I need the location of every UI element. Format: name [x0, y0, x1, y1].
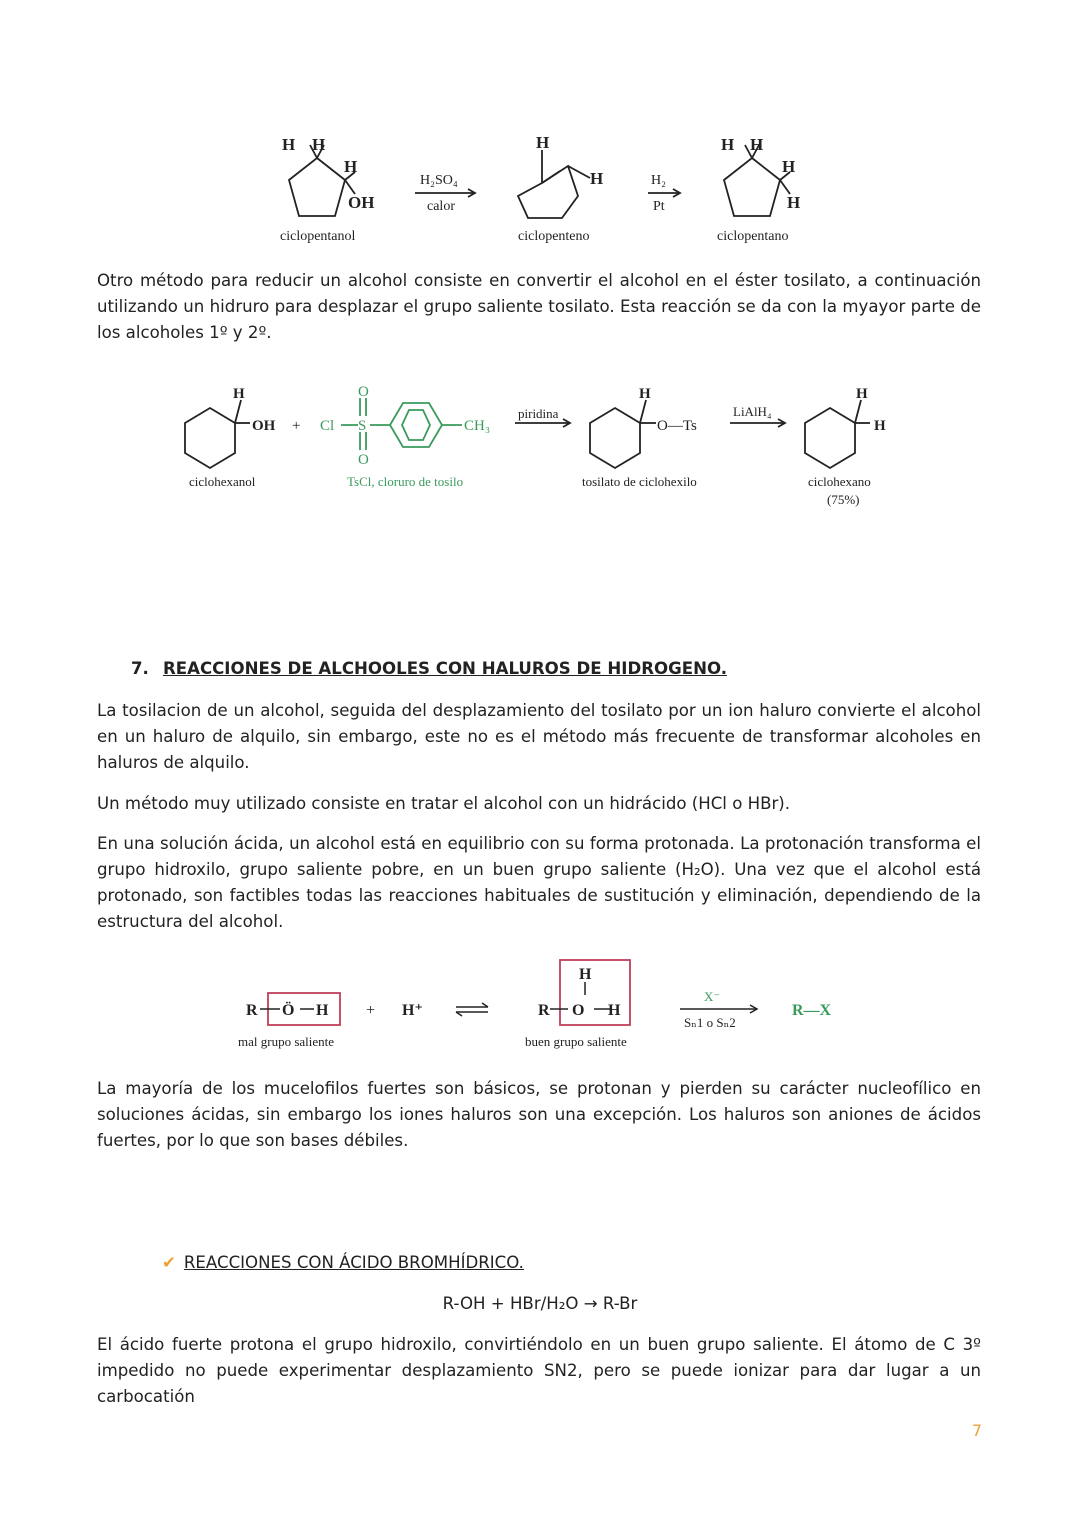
reagent-name: TsCl, cloruro de tosilo [347, 474, 464, 489]
arrow1-top-label: H₂SO₄ [420, 173, 458, 188]
h-label: H [721, 135, 735, 154]
plus-sign: + [366, 1002, 376, 1019]
ots-label: O—Ts [657, 418, 697, 434]
right-caption: buen grupo saliente [525, 1034, 627, 1049]
paragraph: El ácido fuerte protona el grupo hidroxilo, convirtiéndolo en un buen grupo saliente. El átomo de C 3º impedido no puede experimentar desplazamiento SN2, pero se puede ionizar para dar lugar a un carbocatión [97, 1335, 981, 1406]
intermediate-name: ciclopenteno [518, 229, 590, 244]
tosylate-reduction-diagram [170, 378, 910, 514]
arrow1-bottom-label: calor [427, 199, 455, 214]
page-number: 7 [971, 1421, 982, 1440]
paragraph: Otro método para reducir un alcohol consiste en convertir el alcohol en el éster tosilato, a continuación utilizando un hidruro para desplazar el grupo saliente tosilato. Esta reacción se da con la myayor parte de los alcoholes 1º y 2º. [97, 271, 981, 342]
h-label: H [639, 386, 651, 402]
cyclopentanol-reaction-diagram [260, 128, 820, 250]
equation: R-OH + HBr/H₂O → R-Br [442, 1294, 638, 1313]
arrow2-top-label: H₂ [651, 173, 666, 188]
o-label: O [358, 384, 369, 400]
reactant-name: ciclohexanol [189, 474, 256, 489]
left-caption: mal grupo saliente [238, 1034, 335, 1049]
s-label: S [358, 418, 367, 434]
h-label: H [233, 386, 245, 402]
protonation-diagram [232, 955, 852, 1055]
o-label: O [572, 1002, 585, 1019]
h-label: H [782, 157, 796, 176]
h-label: H [590, 169, 604, 188]
yield-label: (75%) [827, 492, 860, 507]
plus-sign: + [292, 418, 301, 434]
o-label: Ö [282, 1002, 295, 1019]
o-label: O [358, 452, 369, 468]
section-heading [131, 658, 728, 680]
h-label: H [856, 386, 868, 402]
product-label: R—X [792, 1002, 832, 1019]
h-label: H [344, 157, 358, 176]
arrow2-top-label: LiAlH₄ [733, 404, 772, 419]
h-label: H [536, 133, 550, 152]
oh-label: OH [348, 193, 375, 212]
h-label: H [787, 193, 801, 212]
h-label: H [316, 1002, 329, 1019]
h-label: H [874, 418, 886, 434]
product-name: ciclopentano [717, 229, 789, 244]
h-label: H [282, 135, 296, 154]
paragraph: En una solución ácida, un alcohol está en equilibrio con su forma protonada. La protonación transforma el grupo hidroxilo, grupo saliente pobre, en un buen grupo saliente (H₂O). Una vez que el alcohol está protonado, son factibles todas las reacciones habituales de sustitución y eliminación, dependiendo de la estructura del alcohol. [97, 834, 981, 931]
mechanism-label: Sₙ1 o Sₙ2 [684, 1015, 736, 1030]
paragraph: La mayoría de los mucelofilos fuertes son básicos, se protonan y pierden su carácter nucleofílico en soluciones ácidas, sin embargo los iones haluros son una excepción. Los haluros son aniones de ácidos fuertes, por lo que son bases débiles. [97, 1079, 981, 1150]
x-minus-label: X⁻ [704, 989, 721, 1004]
subsection-heading [162, 1252, 524, 1274]
paragraph: La tosilacion de un alcohol, seguida del desplazamiento del tosilato por un ion haluro convierte el alcohol en un haluro de alquilo, sin embargo, este no es el método más frecuente de transformar alcoholes en haluros de alquilo. [97, 701, 981, 772]
r-label: R [538, 1002, 550, 1019]
arrow1-top-label: piridina [518, 406, 559, 421]
cl-label: Cl [320, 418, 335, 434]
ch3-label: CH₃ [464, 418, 491, 434]
hplus-label: H⁺ [402, 1002, 423, 1019]
check-icon: ✔ [162, 1253, 176, 1272]
intermediate-name: tosilato de ciclohexilo [582, 474, 697, 489]
product-name: ciclohexano [808, 474, 871, 489]
paragraph: Un método muy utilizado consiste en tratar el alcohol con un hidrácido (HCl o HBr). [97, 794, 791, 813]
arrow2-bottom-label: Pt [653, 199, 665, 214]
subsection-title: REACCIONES CON ÁCIDO BROMHÍDRICO. [183, 1253, 524, 1272]
r-label: R [246, 1002, 258, 1019]
section-title: REACCIONES DE ALCHOOLES CON HALUROS DE HIDROGENO. [163, 659, 728, 678]
oh-label: OH [252, 418, 276, 434]
h-label: H [579, 966, 592, 983]
h-label: H [608, 1002, 621, 1019]
h-label: H [312, 135, 326, 154]
h-label: H [750, 135, 764, 154]
reactant-name: ciclopentanol [280, 229, 356, 244]
section-number: 7. [131, 659, 149, 678]
